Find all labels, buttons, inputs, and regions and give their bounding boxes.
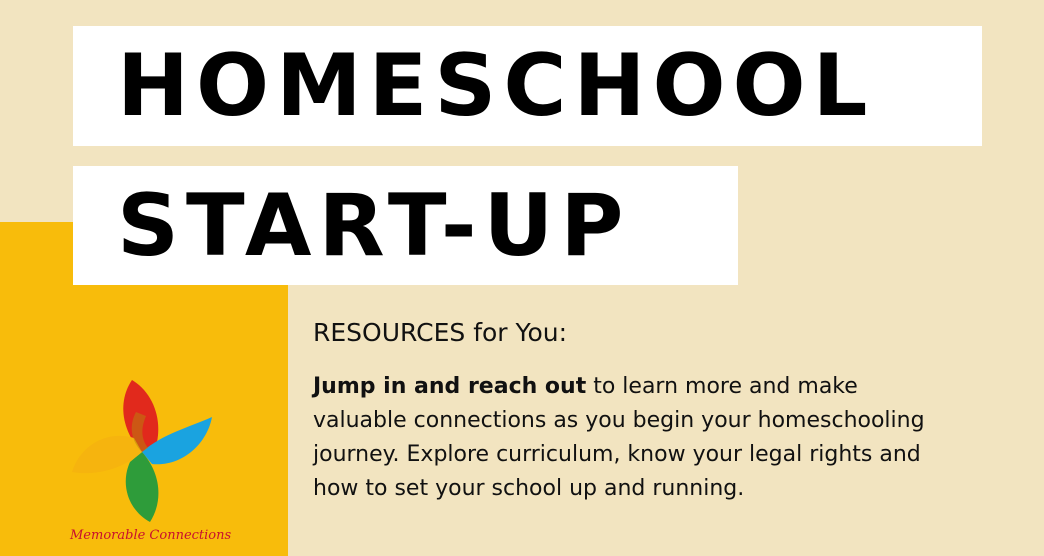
title-band-line2 bbox=[73, 166, 738, 285]
pinwheel-logo-icon bbox=[62, 372, 222, 532]
paragraph-body: to learn more and make valuable connections as you begin your homeschooling journey. Explore curriculum, know your legal rights and how to set your school up and running. bbox=[313, 374, 925, 501]
intro-paragraph bbox=[313, 370, 953, 506]
title-band-line1 bbox=[73, 26, 982, 146]
page-title-line1: HOMESCHOOL bbox=[117, 36, 875, 136]
paragraph-bold-lead: Jump in and reach out bbox=[313, 374, 587, 399]
logo-wordmark: Memorable Connections bbox=[70, 528, 232, 543]
page-title-line2: START-UP bbox=[117, 175, 631, 276]
resources-heading: RESOURCES for You: bbox=[313, 318, 568, 347]
